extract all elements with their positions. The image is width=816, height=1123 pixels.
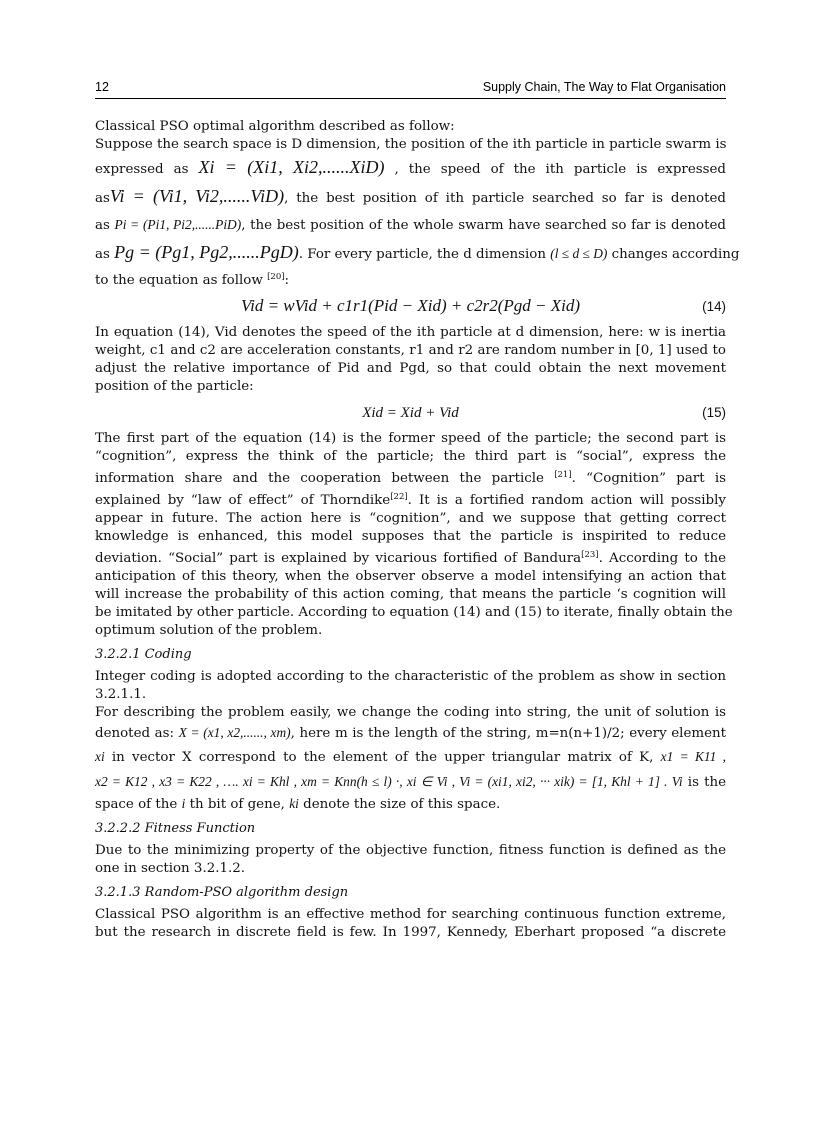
text-line: appear in future. The action here is “cognition”, and we suppose that getting correct [95, 511, 726, 526]
text-line: The first part of the equation (14) is the former speed of the particle; the second part is [95, 431, 726, 446]
citation: [22] [390, 492, 408, 502]
equation-15 [95, 396, 726, 430]
text-line: as Pg = (Pg1, Pg2,......PgD). For every particle, the d dimension (l ≤ d ≤ D) changes according [95, 242, 740, 262]
text-line: In equation (14), Vid denotes the speed of the ith particle at d dimension, here: w is inertia [95, 325, 726, 340]
text-line: Due to the minimizing property of the objective function, fitness function is defined as the [95, 843, 726, 858]
paragraph [95, 430, 733, 640]
text-line: anticipation of this theory, when the observer observe a model intensifying an action that [95, 569, 726, 584]
page-header [95, 80, 726, 98]
element-symbol: xi [95, 749, 105, 764]
position-vector-formula: Xi = (Xi1, Xi2,......XiD) [198, 157, 385, 177]
text-line: optimum solution of the problem. [95, 623, 323, 638]
text-line: For describing the problem easily, we change the coding into string, the unit of solution is [95, 705, 726, 720]
citation: [21] [554, 470, 572, 480]
text-line: “cognition”, express the think of the particle; the third part is “social”, express the [95, 449, 726, 464]
running-title: Supply Chain, The Way to Flat Organisation [482, 80, 726, 94]
text-line: but the research in discrete field is few. In 1997, Kennedy, Eberhart proposed “a discrete [95, 925, 726, 940]
section-heading: 3.2.1.3 Random-PSO algorithm design [95, 885, 349, 900]
text-line: Suppose the search space is D dimension, the position of the ith particle in particle swarm is [95, 137, 727, 152]
paragraph [95, 324, 726, 396]
position-update-equation: Xid = Xid + Vid [362, 405, 459, 421]
text-line: Classical PSO optimal algorithm described as follow: [95, 119, 455, 134]
page-number: 12 [95, 80, 109, 94]
text-line: expressed as Xi = (Xi1, Xi2,......XiD) , the speed of the ith particle is expressed [95, 157, 727, 177]
text-line: 3.2.1.1. [95, 687, 147, 702]
text-line: be imitated by other particle. According to equation (14) and (15) to iterate, finally obtain the [95, 605, 733, 620]
text-line: asVi = (Vi1, Vi2,......ViD), the best position of ith particle searched so far is denoted [95, 186, 726, 206]
text-line: position of the particle: [95, 379, 254, 394]
equation-14 [95, 290, 726, 324]
header-rule [95, 98, 726, 99]
text-line: deviation. “Social” part is explained by vicarious fortified of Bandura[23]. According to the [95, 550, 726, 566]
section-heading: 3.2.2.1 Coding [95, 647, 192, 662]
paragraph [95, 842, 726, 878]
text-line: explained by “law of effect” of Thorndike[22]. It is a fortified random action will possibly [95, 492, 726, 508]
page-body [95, 118, 740, 942]
text-line: x2 = K12 , x3 = K22 , …. xi = Khl , xm = Knn(h ≤ l) ·, xi ∈ Vi , Vi = (xi1, xi2, ··· xik) = [1, Khl + 1] . Vi is the [95, 774, 726, 790]
gene-space-formula: x2 = K12 , x3 = K22 , …. xi = Khl , xm = Knn(h ≤ l) ·, xi ∈ Vi , Vi = (xi1, xi2, ··· xik) = [1, Khl + 1] . Vi [95, 774, 683, 789]
intro-paragraph [95, 118, 740, 290]
text-line: one in section 3.2.1.2. [95, 861, 246, 876]
personal-best-formula: Pi = (Pi1, Pi2,......PiD) [114, 217, 242, 232]
text-line: Integer coding is adopted according to the characteristic of the problem as show in section [95, 669, 726, 684]
dimension-range: (l ≤ d ≤ D) [550, 246, 608, 261]
velocity-update-equation: Vid = wVid + c1r1(Pid − Xid) + c2r2(Pgd − Xid) [240, 296, 581, 315]
global-best-formula: Pg = (Pg1, Pg2,......PgD) [114, 242, 299, 262]
section-heading: 3.2.2.2 Fitness Function [95, 821, 256, 836]
paragraph [95, 668, 726, 814]
text-line: knowledge is enhanced, this model supposes that the particle is inspirited to reduce [95, 529, 726, 544]
equation-number: (14) [702, 299, 726, 314]
text-line: will increase the probability of this action coming, that means the particle ‘s cognition will [95, 587, 726, 602]
text-line: xi in vector X correspond to the element of the upper triangular matrix of K, x1 = K11 , [95, 749, 726, 765]
citation: [23] [581, 550, 599, 560]
paragraph [95, 906, 726, 942]
text-line: adjust the relative importance of Pid and Pgd, so that could obtain the next movement [95, 361, 726, 376]
text-line: as Pi = (Pi1, Pi2,......PiD), the best position of the whole swarm have searched so far is denoted [95, 217, 726, 233]
text-line: weight, c1 and c2 are acceleration constants, r1 and r2 are random number in [0, 1] used to [95, 343, 726, 358]
element-mapping-formula: x1 = K11 , [660, 749, 726, 764]
speed-vector-formula: Vi = (Vi1, Vi2,......ViD) [109, 186, 285, 206]
text-line: Classical PSO algorithm is an effective method for searching continuous function extreme, [95, 907, 726, 922]
text-line: denoted as: X = (x1, x2,......, xm), here m is the length of the string, m=n(n+1)/2; every element [95, 725, 726, 741]
equation-number: (15) [702, 405, 726, 420]
text-line: to the equation as follow [20]: [95, 272, 290, 288]
citation: [20] [267, 272, 285, 282]
text-line: space of the i th bit of gene, ki denote the size of this space. [95, 796, 501, 812]
solution-string-formula: X = (x1, x2,......, xm) [178, 725, 291, 740]
text-line: information share and the cooperation between the particle [21]. “Cognition” part is [95, 470, 726, 486]
